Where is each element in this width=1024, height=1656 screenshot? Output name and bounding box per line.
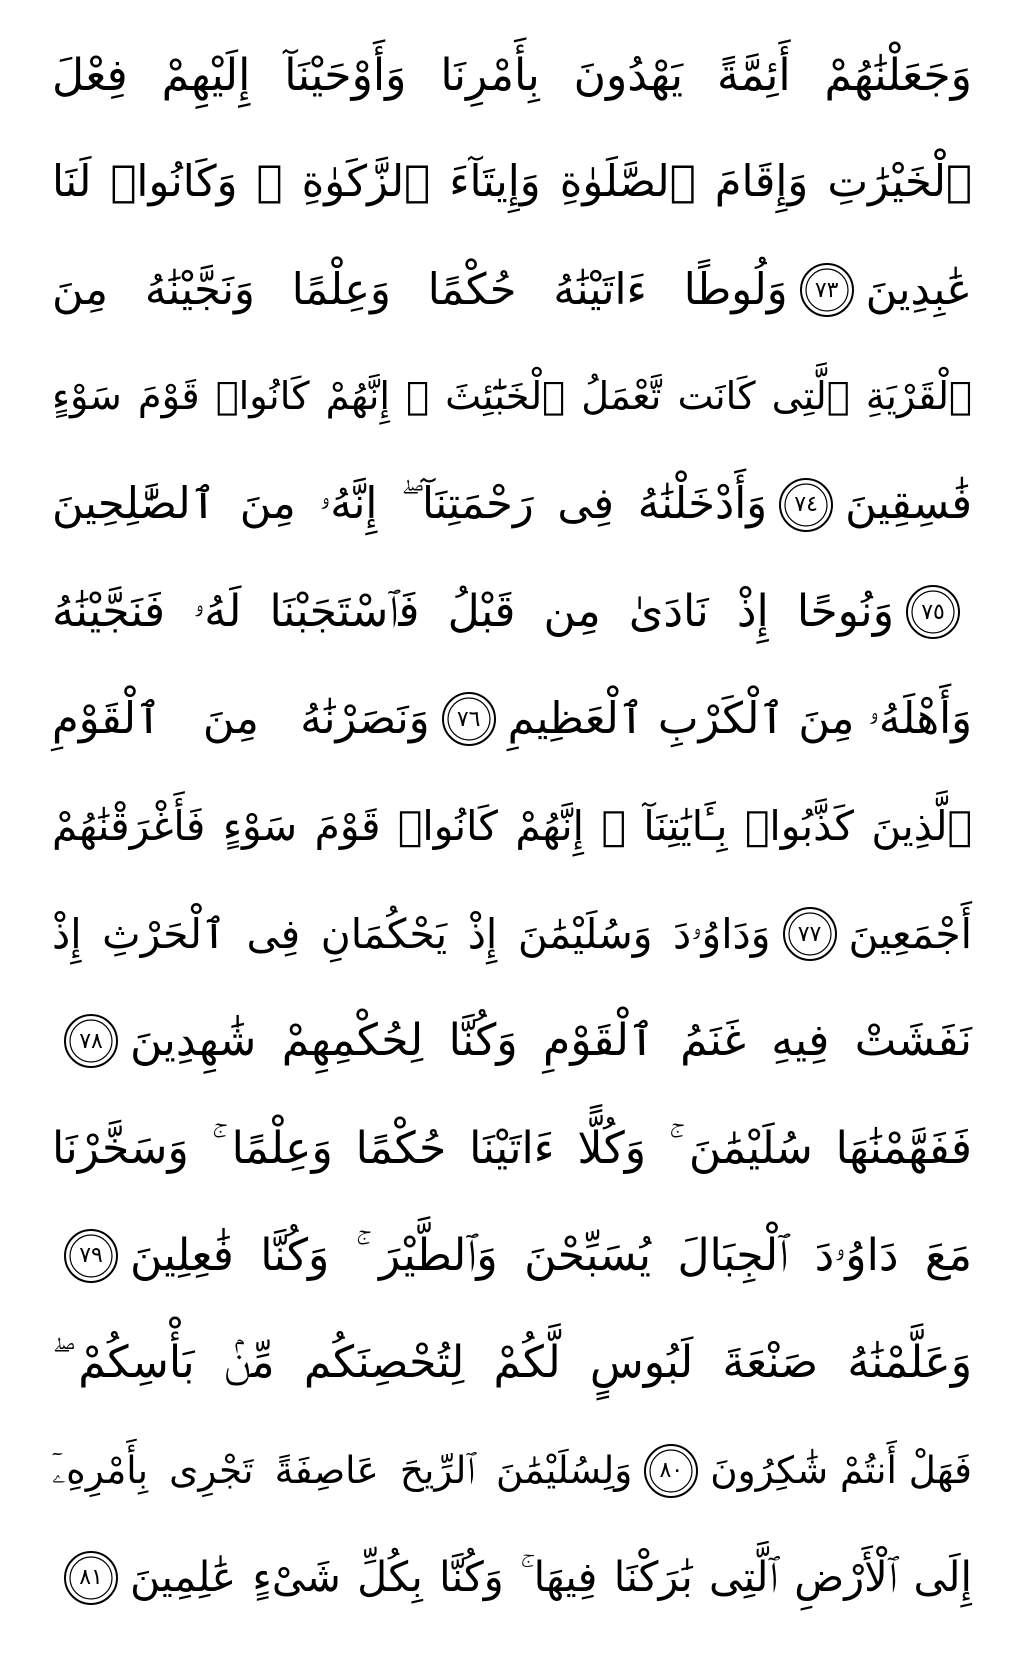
text-line: [52, 451, 972, 558]
verse-text: ٱلْخَيْرَٰتِ وَإِقَامَ ٱلصَّلَوٰةِ وَإِيتَآءَ ٱلزَّكَوٰةِ ۖ وَكَانُوا۟ لَنَا: [52, 157, 972, 208]
text-line: [52, 773, 972, 880]
text-block: [52, 22, 972, 1632]
verse-text: وَدَاوُۥدَ وَسُلَيْمَٰنَ إِذْ يَحْكُمَانِ فِى ٱلْحَرْثِ إِذْ: [52, 909, 771, 958]
text-line: [52, 1310, 972, 1417]
verse-text: فَٰسِقِينَ: [845, 479, 972, 530]
ayah-number: ٧٦: [456, 706, 481, 732]
verse-text: وَنُوحًا إِذْ نَادَىٰ مِن قَبْلُ فَٱسْتَجَبْنَا لَهُۥ فَنَجَّيْنَٰهُ: [52, 586, 894, 638]
text-line: [52, 1417, 972, 1524]
text-line: [52, 666, 972, 773]
verse-text: وَلُوطًا ءَاتَيْنَٰهُ حُكْمًا وَعِلْمًا وَنَجَّيْنَٰهُ مِنَ: [52, 264, 788, 315]
text-line: [52, 558, 972, 665]
verse-text: عَٰبِدِينَ: [865, 264, 972, 315]
ayah-marker: [777, 476, 835, 534]
text-line: [52, 344, 972, 451]
text-line: [52, 22, 972, 129]
ayah-number: ٨٠: [659, 1458, 684, 1483]
verse-text: ٱلْقَرْيَةِ ٱلَّتِى كَانَت تَّعْمَلُ ٱلْخَبَٰٓئِثَ ۗ إِنَّهُمْ كَانُوا۟ قَوْمَ سَوْءٍ: [52, 374, 972, 420]
verse-text: وَأَدْخَلْنَٰهُ فِى رَحْمَتِنَآ ۖ إِنَّهُۥ مِنَ ٱلصَّٰلِحِينَ: [52, 479, 768, 530]
ayah-marker: [798, 261, 856, 319]
verse-text: أَجْمَعِينَ: [848, 909, 972, 958]
ayah-marker: [62, 1549, 120, 1607]
text-line: [52, 129, 972, 236]
verse-text: وَعَلَّمْنَٰهُ صَنْعَةَ لَبُوسٍ لَّكُمْ لِتُحْصِنَكُم مِّنۢ بَأْسِكُمْ ۖ: [52, 1337, 972, 1389]
ayah-number: ٧٧: [797, 921, 822, 947]
ayah-marker: [904, 583, 962, 641]
verse-text: إِلَى ٱلْأَرْضِ ٱلَّتِى بَٰرَكْنَا فِيهَا ۚ وَكُنَّا بِكُلِّ شَىْءٍ عَٰلِمِينَ: [130, 1553, 972, 1602]
ayah-marker: [62, 1227, 120, 1285]
ayah-number: ٧٥: [921, 599, 945, 625]
verse-text: ٱلَّذِينَ كَذَّبُوا۟ بِـَٔايَٰتِنَآ ۚ إِنَّهُمْ كَانُوا۟ قَوْمَ سَوْءٍ فَأَغْرَقْنَٰهُمْ: [52, 802, 972, 851]
text-line: [52, 1202, 972, 1309]
verse-text: مَعَ دَاوُۥدَ ٱلْجِبَالَ يُسَبِّحْنَ وَٱلطَّيْرَ ۚ وَكُنَّا فَٰعِلِينَ: [130, 1229, 972, 1281]
text-line: [52, 1095, 972, 1202]
ayah-marker: [440, 690, 498, 748]
text-line: [52, 988, 972, 1095]
verse-text: فَفَهَّمْنَٰهَا سُلَيْمَٰنَ ۚ وَكُلًّا ءَاتَيْنَا حُكْمًا وَعِلْمًا ۚ وَسَخَّرْنَا: [52, 1122, 972, 1174]
text-line: [52, 880, 972, 987]
verse-text: وَلِسُلَيْمَٰنَ ٱلرِّيحَ عَاصِفَةً تَجْرِى بِأَمْرِهِۦٓ: [52, 1447, 633, 1492]
verse-text: وَنَصَرْنَٰهُ مِنَ ٱلْقَوْمِ: [52, 693, 430, 744]
ayah-number: ٧٣: [814, 277, 839, 303]
verse-text: نَفَشَتْ فِيهِ غَنَمُ ٱلْقَوْمِ وَكُنَّا لِحُكْمِهِمْ شَٰهِدِينَ: [130, 1015, 972, 1067]
ayah-marker: [642, 1442, 700, 1500]
ayah-number: ٨١: [79, 1565, 103, 1591]
text-line: [52, 1524, 972, 1631]
ayah-number: ٧٤: [794, 492, 818, 518]
verse-text: وَأَهْلَهُۥ مِنَ ٱلْكَرْبِ ٱلْعَظِيمِ: [507, 693, 972, 744]
verse-text: وَجَعَلْنَٰهُمْ أَئِمَّةً يَهْدُونَ بِأَمْرِنَا وَأَوْحَيْنَآ إِلَيْهِمْ فِعْلَ: [52, 49, 972, 101]
text-line: [52, 237, 972, 344]
ayah-marker: [62, 1012, 120, 1070]
ayah-number: ٧٨: [79, 1028, 103, 1054]
ayah-marker: [781, 905, 839, 963]
verse-text: فَهَلْ أَنتُمْ شَٰكِرُونَ: [710, 1447, 972, 1492]
ayah-number: ٧٩: [79, 1243, 103, 1269]
